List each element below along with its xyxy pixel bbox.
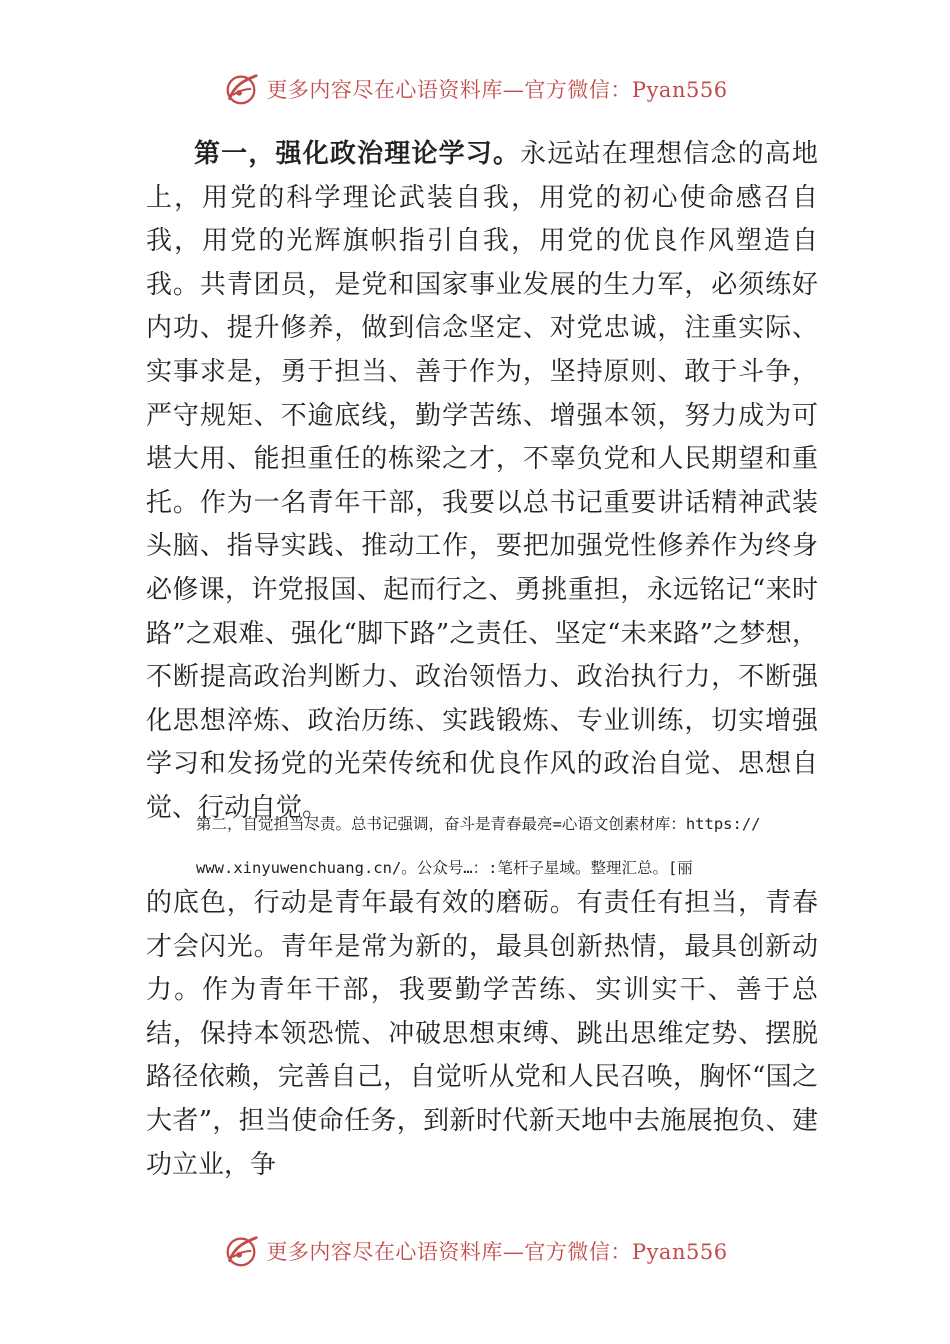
banner-text: 更多内容尽在心语资料库—官方微信：Pyan556 bbox=[266, 1240, 728, 1264]
header-banner bbox=[0, 70, 950, 108]
banner-text: 更多内容尽在心语资料库—官方微信：Pyan556 bbox=[266, 78, 728, 102]
red-swirl-logo-icon bbox=[222, 70, 260, 108]
red-swirl-logo-icon bbox=[222, 1232, 260, 1270]
footer-banner bbox=[0, 1232, 950, 1270]
section-two-small-line-2: www.xinyuwenchuang.cn/。公众号…：:笔杆子星域。整理汇总。[丽 bbox=[196, 859, 693, 877]
section-one-heading: 第一，强化政治理论学习。 bbox=[194, 139, 521, 169]
section-two-body-paragraph: 的底色，行动是青年最有效的磨砺。有责任有担当，青春才会闪光。青年是常为新的，最具创新热情，最具创新动力。作为青年干部，我要勤学苦练、实训实干、善于总结，保持本领恐慌、冲破思想束缚、跳出思维定势、摆脱路径依赖，完善自己，自觉听从党和人民召唤，胸怀“国之大者”，担当使命任务，到新时代新天地中去施展抱负、建功立业，争 bbox=[146, 888, 818, 1180]
section-one-paragraph bbox=[146, 133, 818, 831]
section-two-small-line-1: 第二，自觉担当尽责。总书记强调，奋斗是青春最亮=心语文创素材库：https:// bbox=[196, 815, 761, 833]
section-one-body: 永远站在理想信念的高地上，用党的科学理论武装自我，用党的初心使命感召自我，用党的光辉旗帜指引自我，用党的优良作风塑造自我。共青团员，是党和国家事业发展的生力军，必须练好内功、提升修养，做到信念坚定、对党忠诚，注重实际、实事求是，勇于担当、善于作为，坚持原则、敢于斗争，严守规矩、不逾底线，勤学苦练、增强本领，努力成为可堪大用、能担重任的栋梁之才，不辜负党和人民期望和重托。作为一名青年干部，我要以总书记重要讲话精神武装头脑、指导实践、推动工作，要把加强党性修养作为终身必修课，许党报国、起而行之、勇挑重担，永远铭记“来时路”之艰难、强化“脚下路”之责任、坚定“未来路”之梦想，不断提高政治判断力、政治领悟力、政治执行力，不断强化思想淬炼、政治历练、实践锻炼、专业训练，切实增强学习和发扬党的光荣传统和优良作风的政治自觉、思想自觉、行动自觉。 bbox=[146, 139, 818, 823]
